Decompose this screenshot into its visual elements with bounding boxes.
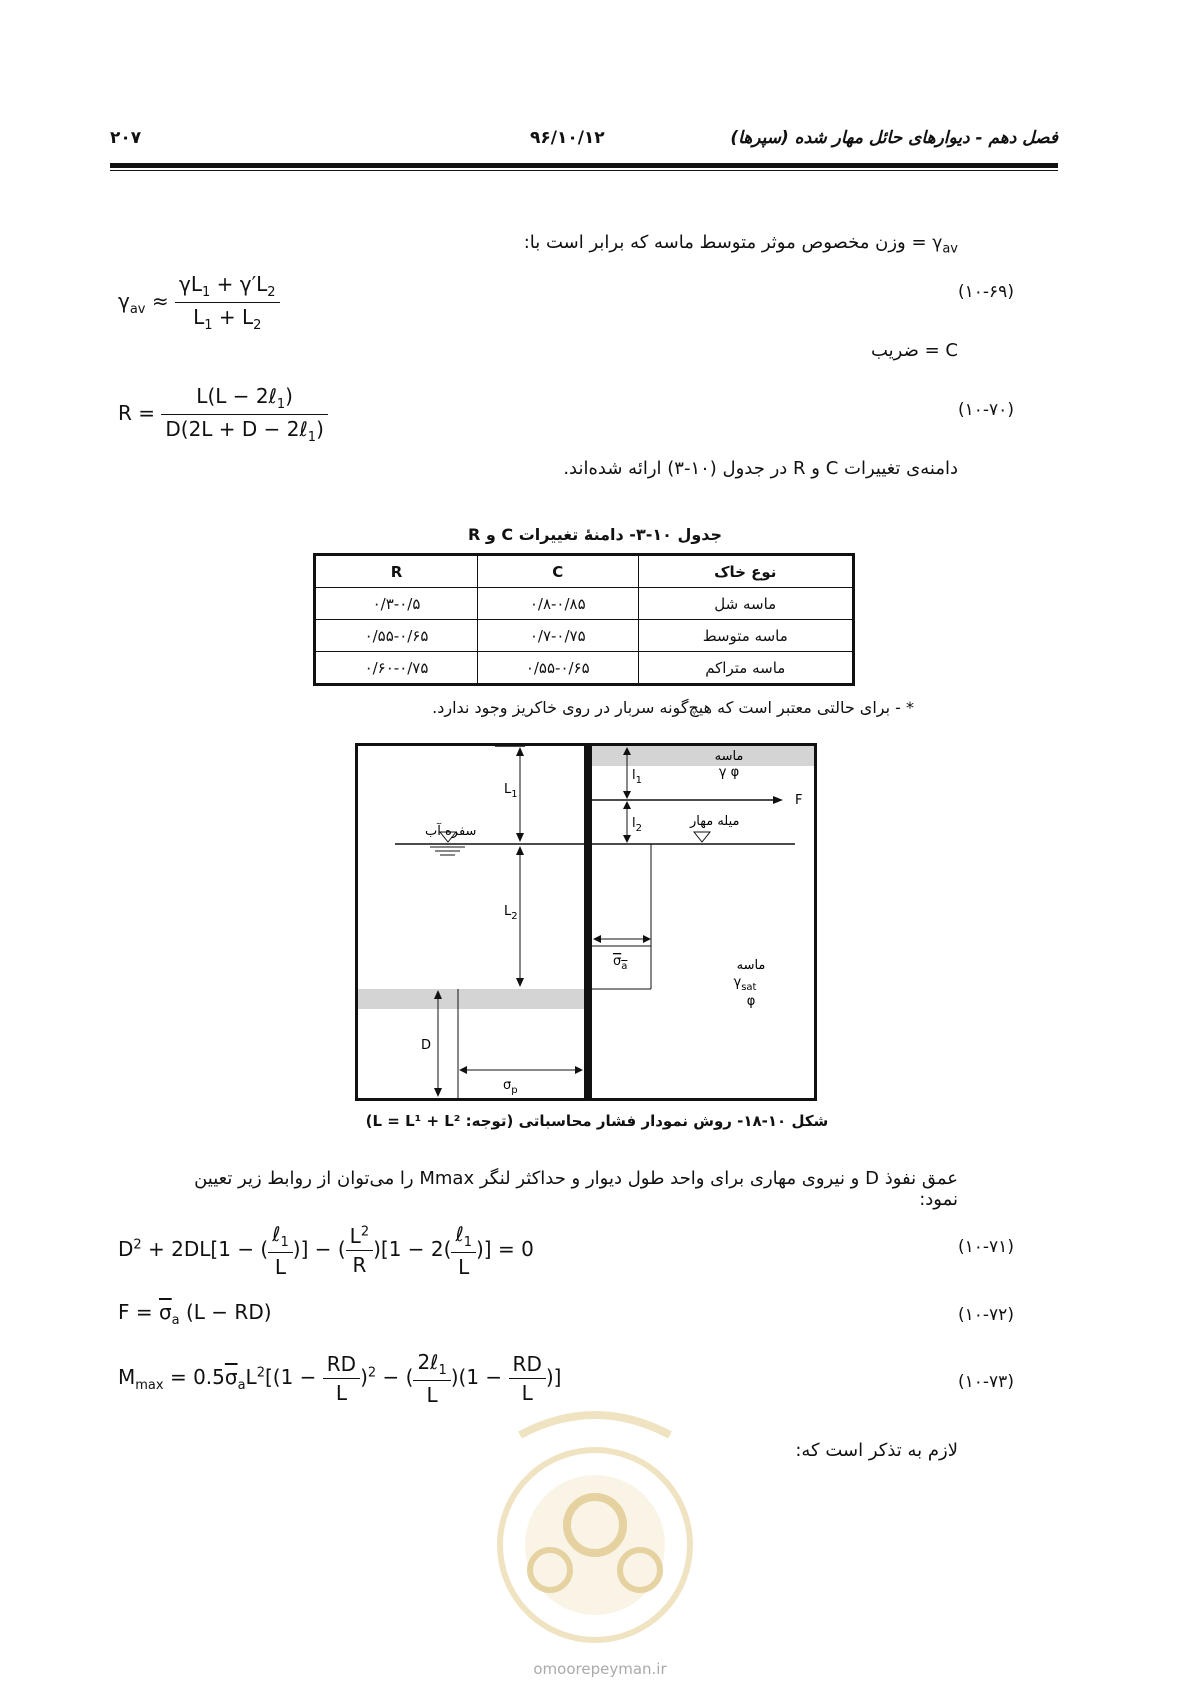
table-caption: جدول ۱۰-۳- دامنهٔ تغییرات C و R — [467, 525, 723, 544]
label-water-table: سفره آب — [425, 824, 477, 839]
label-sand-bottom: ماسه — [736, 958, 766, 973]
header-rule-thin — [110, 170, 1058, 171]
table-row — [315, 588, 854, 620]
label-F: F — [795, 793, 803, 808]
table-cell: ۰/۵۵-۰/۶۵ — [315, 620, 478, 652]
sheet-pile-wall — [584, 746, 592, 1098]
label-sigma-p: $\sigma_p$ — [503, 1078, 518, 1096]
table-cell: ۰/۵۵-۰/۶۵ — [478, 652, 639, 685]
label-sand-top: ماسه — [714, 749, 744, 764]
pressure-diagram — [355, 743, 817, 1101]
c-definition: C = ضریب — [870, 340, 958, 361]
label-anchor-rod: میله مهار — [690, 814, 740, 829]
depth-text: عمق نفوذ D و نیروی مهاری برای واحد طول دیوار و حداکثر لنگر Mmax را می‌توان از روابط زیر تعیین نمود: — [194, 1168, 958, 1210]
table-footnote: * - برای حالتی معتبر است که هیچ‌گونه سربار در روی خاکریز وجود ندارد. — [432, 698, 914, 717]
equation-71-number: (۱۰-۷۱) — [958, 1237, 1014, 1257]
table-cell: ۰/۶۰-۰/۷۵ — [315, 652, 478, 685]
equation-73: $M_{max} = 0.5\overline{\sigma}_aL^2[(1$ − $\frac{RD}{L}$ )$^2$ − ( $\frac{2\ell_1}{L}$ )(1 − $\frac{RD}{L}$ )] — [118, 1350, 562, 1407]
table-cell: ماسه متوسط — [638, 620, 854, 652]
label-D: D — [420, 1038, 431, 1053]
label-L1: $L_1$ — [504, 782, 518, 800]
label-l1: $l_1$ — [632, 768, 642, 786]
equation-72-number: (۱۰-۷۲) — [958, 1305, 1014, 1325]
range-text: دامنه‌ی تغییرات C و R در جدول (۱۰-۳) ارائه شده‌اند. — [563, 458, 958, 479]
equation-72: $F = \overline{\sigma}_a$ (L − RD) — [118, 1300, 272, 1328]
table-header-c: C — [478, 555, 639, 588]
page-header — [110, 128, 1058, 152]
header-date: ۹۶/۱۰/۱۲ — [530, 128, 605, 148]
table-cell: ۰/۷-۰/۷۵ — [478, 620, 639, 652]
label-gamma-sat: $\gamma_{sat}$ — [733, 975, 757, 993]
label-phi: φ — [746, 994, 756, 1009]
c-r-table — [313, 553, 855, 686]
table-cell: ۰/۸-۰/۸۵ — [478, 588, 639, 620]
sand-band-bottom — [358, 989, 585, 1009]
label-l2: $l_2$ — [632, 816, 642, 834]
table-header-r: R — [315, 555, 478, 588]
closing-note: لازم به تذکر است که: — [795, 1440, 958, 1461]
table-cell: ماسه شل — [638, 588, 854, 620]
label-L2: $L_2$ — [504, 904, 518, 922]
label-sigma-a: $\sigma_a$ — [613, 954, 628, 972]
chapter-title: فصل دهم - دیوارهای حائل مهار شده (سپرها) — [730, 128, 1058, 148]
table-cell: ۰/۳-۰/۵ — [315, 588, 478, 620]
equation-70-number: (۱۰-۷۰) — [958, 400, 1014, 420]
watermark-text: omoorepeyman.ir — [533, 1660, 667, 1678]
equation-70: R = $\frac{L(L - 2\ell_1)}{D(2L + D - 2\ell_1)}$ — [118, 384, 328, 445]
table-row — [315, 620, 854, 652]
table-header-soil: نوع خاک — [638, 555, 854, 588]
header-rule-thick — [110, 163, 1058, 168]
sand-band-top — [585, 746, 814, 766]
equation-69-number: (۱۰-۶۹) — [958, 282, 1014, 302]
equation-71: $D^2 + 2DL[1$ − ( $\frac{\ell_1}{L}$ )] − ( $\frac{L^2}{R}$ )[1 − 2( $\frac{\ell_1}{L}$ )] = 0 — [118, 1222, 534, 1279]
watermark-seal-icon — [480, 1395, 710, 1655]
page-number: ۲۰۷ — [110, 128, 142, 148]
figure-caption: شکل ۱۰-۱۸- روش نمودار فشار محاسباتی (توجه: L = L¹ + L²) — [365, 1112, 829, 1130]
table-cell: ماسه متراکم — [638, 652, 854, 685]
label-gamma-phi: γ φ — [718, 765, 740, 780]
equation-73-number: (۱۰-۷۳) — [958, 1372, 1014, 1392]
table-row — [315, 652, 854, 685]
equation-69: $\gamma_{av}$ ≈ $\frac{\gamma L_1 + \gamma'L_2}{L_1 + L_2}$ — [118, 272, 280, 333]
gamma-av-definition: $\gamma_{av}$ = وزن مخصوص موثر متوسط ماسه که برابر است با: — [523, 232, 958, 257]
